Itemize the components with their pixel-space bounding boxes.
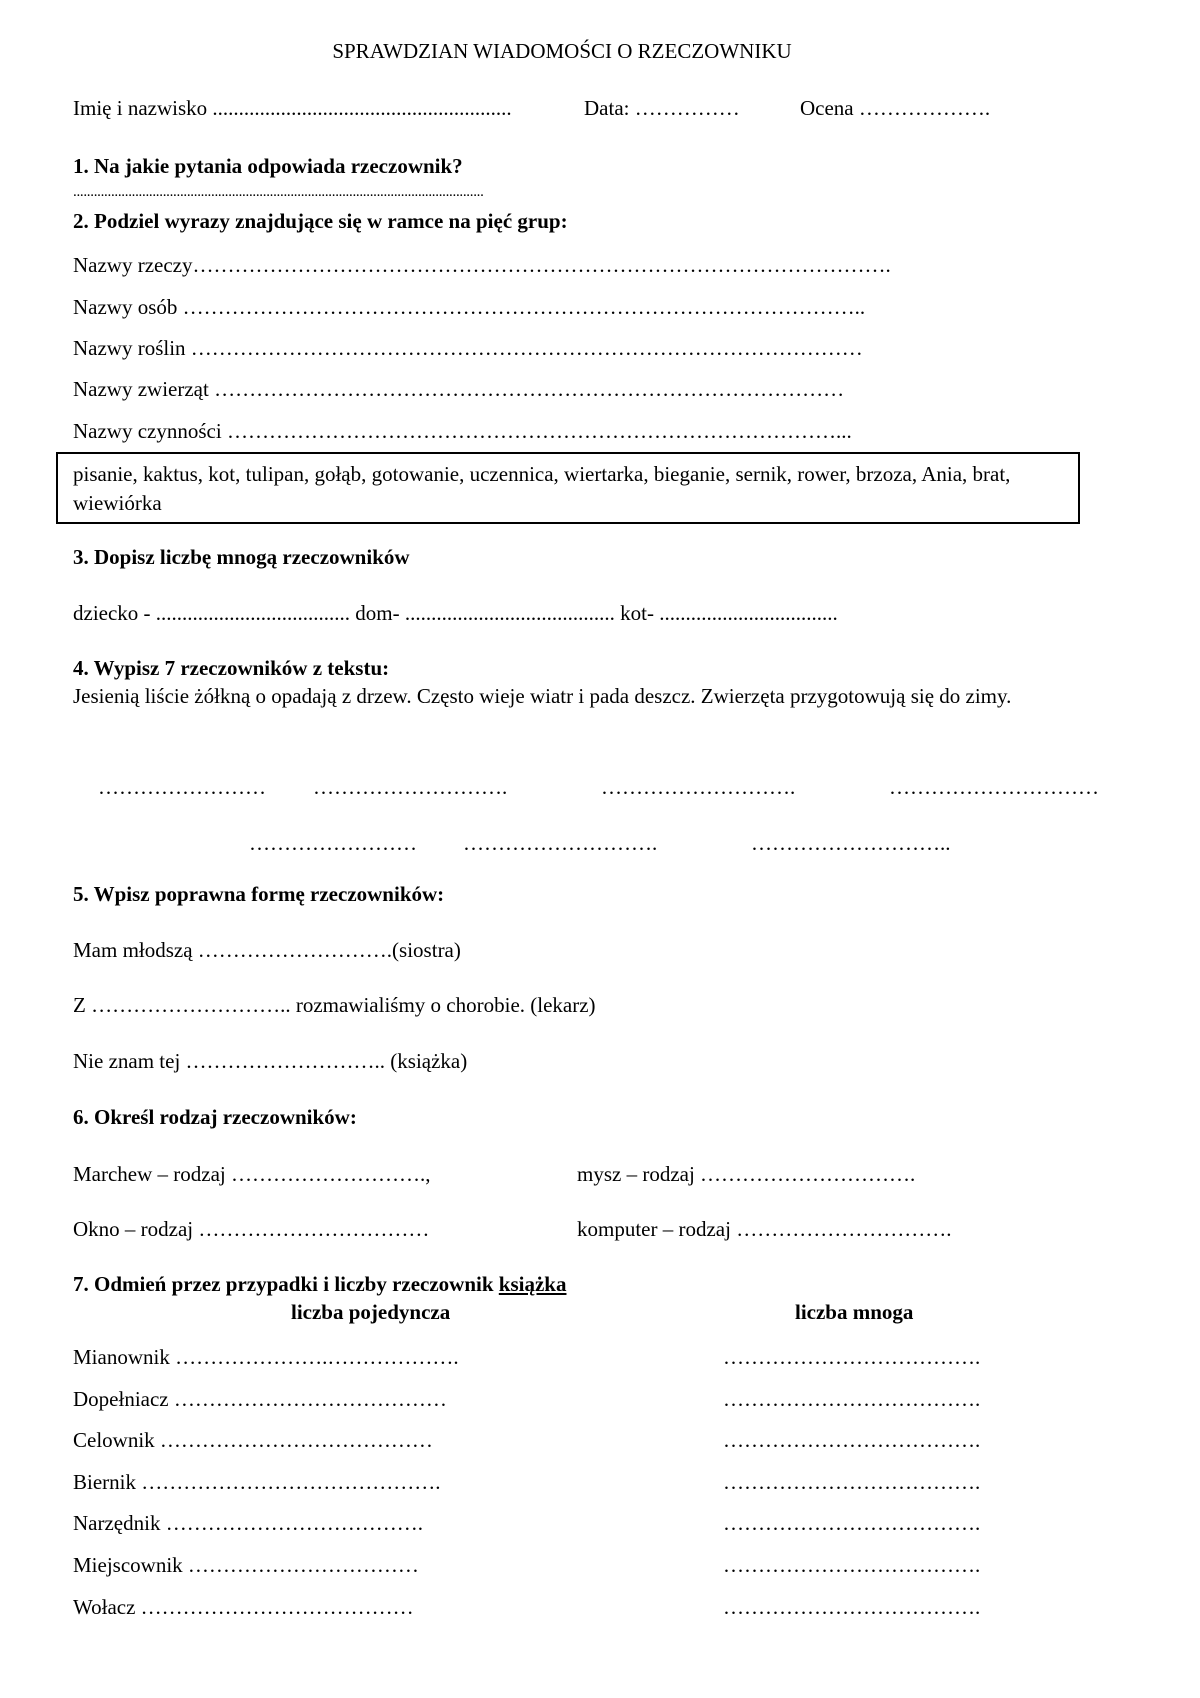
q7-case-singular[interactable]: Biernik ……………………………………. xyxy=(73,1470,441,1494)
q6-heading: 6. Określ rodzaj rzeczowników: xyxy=(73,1105,357,1129)
q4-text: Jesienią liście żółkną o opadają z drzew. Często wieje wiatr i pada deszcz. Zwierzęta przygotowują się do zimy. xyxy=(73,684,1012,708)
date-field[interactable]: Data: …………… xyxy=(584,96,740,120)
q7-heading xyxy=(73,1272,566,1296)
grade-field[interactable]: Ocena ………………. xyxy=(800,96,991,120)
word-box-text: pisanie, kaktus, kot, tulipan, gołąb, gotowanie, uczennica, wiertarka, bieganie, sernik, rower, brzoza, Ania, brat, wiewiórka xyxy=(73,462,1011,515)
q4-blank[interactable]: …………………… xyxy=(249,831,417,855)
q5-line-book[interactable]: Nie znam tej ……………………….. (książka) xyxy=(73,1049,468,1073)
q7-case-singular[interactable]: Mianownik ………………….………………. xyxy=(73,1345,459,1369)
q4-blank[interactable]: ………………………… xyxy=(889,775,1099,799)
q2-row-animals[interactable]: Nazwy zwierząt ……………………………………………………………………………… xyxy=(73,377,845,401)
q2-row-plants[interactable]: Nazwy roślin …………………………………………………………………………………… xyxy=(73,336,863,360)
q6-computer[interactable]: komputer – rodzaj …………………………. xyxy=(577,1217,952,1241)
q7-case-plural[interactable]: ………………………………. xyxy=(723,1595,981,1619)
q5-heading: 5. Wpisz poprawna formę rzeczowników: xyxy=(73,882,445,906)
q3-heading: 3. Dopisz liczbę mnogą rzeczowników xyxy=(73,545,410,569)
q2-row-persons[interactable]: Nazwy osób …………………………………………………………………………………….. xyxy=(73,295,866,319)
q7-case-plural[interactable]: ………………………………. xyxy=(723,1470,981,1494)
q7-case-singular[interactable]: Miejscownik …………………………… xyxy=(73,1553,419,1577)
q6-carrot[interactable]: Marchew – rodzaj ………………………., xyxy=(73,1162,431,1186)
q7-case-plural[interactable]: ………………………………. xyxy=(723,1428,981,1452)
q7-case-singular[interactable]: Celownik ………………………………… xyxy=(73,1428,433,1452)
q3-plural-line[interactable]: dziecko - ..................................... dom- ........................................ kot- .................................. xyxy=(73,601,838,625)
q7-case-singular[interactable]: Narzędnik ………………………………. xyxy=(73,1511,423,1535)
q7-case-singular[interactable]: Wołacz ………………………………… xyxy=(73,1595,414,1619)
q4-blank[interactable]: ………………………. xyxy=(601,775,796,799)
q5-line-sister[interactable]: Mam młodszą ……………………….(siostra) xyxy=(73,938,461,962)
q2-row-activities[interactable]: Nazwy czynności ……………………………………………………………………………... xyxy=(73,419,852,443)
q1-answer-line[interactable]: ....................................................................................................................... xyxy=(73,184,484,200)
q6-mouse[interactable]: mysz – rodzaj …………………………. xyxy=(577,1162,916,1186)
name-field[interactable]: Imię i nazwisko ......................................................... xyxy=(73,96,512,120)
q7-case-plural[interactable]: ………………………………. xyxy=(723,1387,981,1411)
q7-heading-text: 7. Odmień przez przypadki i liczby rzeczownik xyxy=(73,1272,499,1296)
q7-col-singular: liczba pojedyncza xyxy=(291,1300,451,1324)
q7-case-plural[interactable]: ………………………………. xyxy=(723,1511,981,1535)
q1-heading: 1. Na jakie pytania odpowiada rzeczownik? xyxy=(73,154,463,178)
page-title: SPRAWDZIAN WIADOMOŚCI O RZECZOWNIKU xyxy=(332,39,792,63)
q4-blank[interactable]: …………………… xyxy=(98,775,266,799)
q4-blank[interactable]: ………………………. xyxy=(463,831,658,855)
q4-blank[interactable]: ………………………. xyxy=(313,775,508,799)
q7-col-plural: liczba mnoga xyxy=(795,1300,914,1324)
q6-window[interactable]: Okno – rodzaj …………………………… xyxy=(73,1217,430,1241)
q5-line-doctor[interactable]: Z ……………………….. rozmawialiśmy o chorobie. (lekarz) xyxy=(73,993,596,1017)
q2-row-things[interactable]: Nazwy rzeczy………………………………………………………………………………………. xyxy=(73,253,891,277)
q4-blank[interactable]: ……………………….. xyxy=(751,831,951,855)
q7-case-singular[interactable]: Dopełniacz ………………………………… xyxy=(73,1387,447,1411)
q4-heading: 4. Wypisz 7 rzeczowników z tekstu: xyxy=(73,656,390,680)
q7-case-plural[interactable]: ………………………………. xyxy=(723,1553,981,1577)
q2-heading: 2. Podziel wyrazy znajdujące się w ramce na pięć grup: xyxy=(73,209,568,233)
q7-heading-word: książka xyxy=(498,1272,567,1296)
q7-case-plural[interactable]: ………………………………. xyxy=(723,1345,981,1369)
